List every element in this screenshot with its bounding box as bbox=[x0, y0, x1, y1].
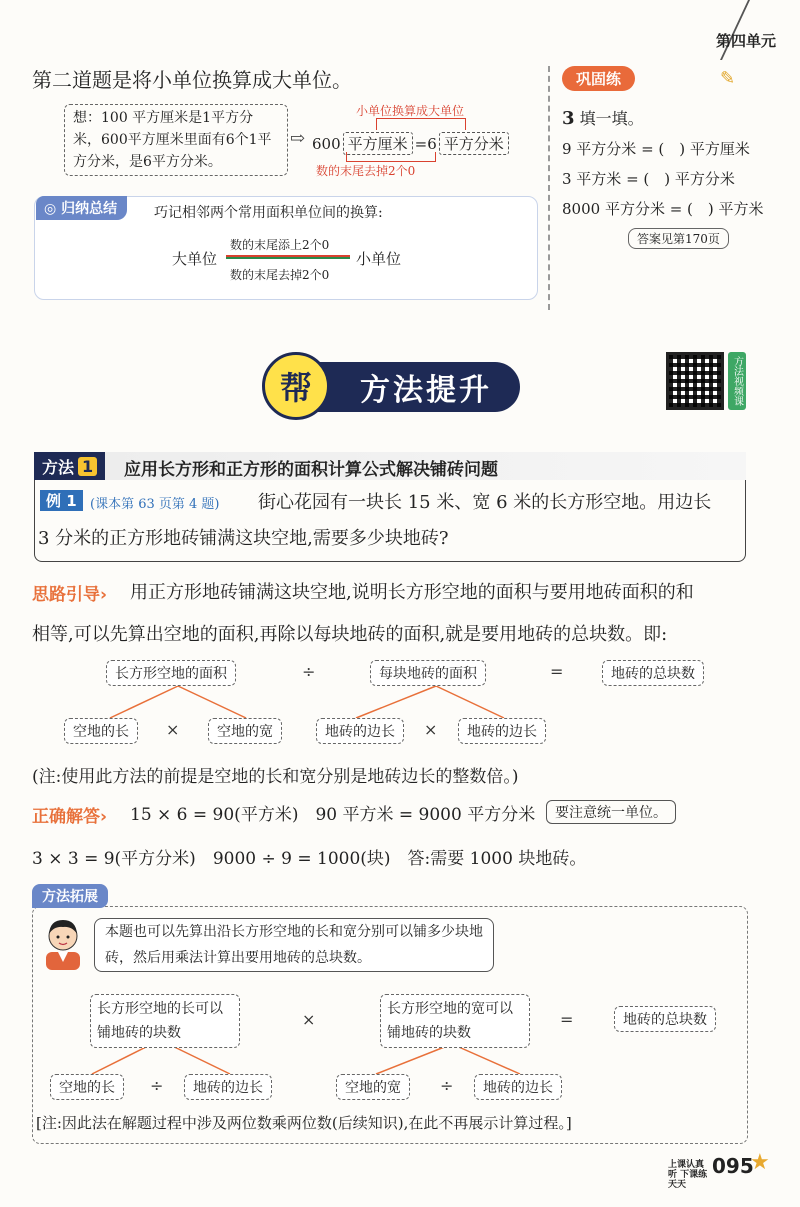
conversion-left-unit: 平方厘米 bbox=[343, 132, 413, 155]
tree-leaf: 空地的宽 bbox=[208, 718, 282, 744]
student-avatar bbox=[40, 914, 86, 970]
answer-text: 3 × 3 = 9(平方分米) 9000 ÷ 9 = 1000(块) 答:需要 1000 块地砖。 bbox=[32, 849, 587, 869]
answer-reference: 答案见第170页 bbox=[628, 228, 729, 249]
unit-label: 第四单元 bbox=[715, 32, 776, 50]
example-tag: 例 1 bbox=[40, 490, 83, 511]
method-tag: 方法 1 bbox=[34, 452, 105, 480]
tree-leaf: 地砖的边长 bbox=[474, 1074, 562, 1100]
rule-down: 数的末尾去掉2个0 bbox=[230, 268, 330, 282]
practice-question: 8000 平方分米 = ( ) 平方米 bbox=[562, 200, 764, 218]
summary-intro: 巧记相邻两个常用面积单位间的换算: bbox=[154, 205, 383, 221]
big-unit: 大单位 bbox=[172, 250, 218, 268]
bracket-bottom bbox=[346, 152, 436, 162]
star-icon: ★ bbox=[750, 1150, 770, 1175]
answer-label: 正确解答› bbox=[32, 807, 108, 827]
extension-note: [注:因此法在解题过程中涉及两位数乘两位数(后续知识),在此不再展示计算过程。] bbox=[36, 1114, 572, 1132]
example-reference: (课本第 63 页第 4 题) bbox=[90, 497, 220, 512]
answer-text: 15 × 6 = 90(平方米) 90 平方米 = 9000 平方分米 bbox=[130, 805, 536, 825]
rule-up: 数的末尾添上2个0 bbox=[230, 238, 330, 252]
bracket-top bbox=[376, 118, 466, 130]
conversion-equals: =6 bbox=[414, 134, 437, 153]
summary-tag: ◎ 归纳总结 bbox=[36, 196, 127, 220]
note-text: (注:使用此方法的前提是空地的长和宽分别是地砖边长的整数倍。) bbox=[32, 767, 519, 787]
operator: = bbox=[550, 662, 564, 681]
operator: × bbox=[302, 1010, 316, 1029]
tree-leaf: 空地的长 bbox=[50, 1074, 124, 1100]
operator: ÷ bbox=[302, 662, 316, 681]
extension-tag: 方法拓展 bbox=[32, 884, 108, 908]
reasoning-text: 相等,可以先算出空地的面积,再除以每块地砖的面积,就是要用地砖的总块数。即: bbox=[32, 624, 668, 645]
think-box: 想：100 平方厘米是1平方分米，600平方厘米里面有6个1平方分米，是6平方分米。 bbox=[64, 104, 288, 176]
banner-badge: 帮 bbox=[262, 352, 330, 420]
small-unit: 小单位 bbox=[356, 250, 402, 268]
qr-label: 方法视频课 bbox=[728, 352, 746, 410]
tree-leaf: 地砖的边长 bbox=[316, 718, 404, 744]
operator: ÷ bbox=[150, 1076, 164, 1095]
conversion-bottom-label: 数的末尾去掉2个0 bbox=[316, 164, 416, 178]
qr-code[interactable] bbox=[666, 352, 724, 410]
tree-node: 地砖的总块数 bbox=[602, 660, 704, 686]
operator: ÷ bbox=[440, 1076, 454, 1095]
speech-bubble: 本题也可以先算出沿长方形空地的长和宽分别可以铺多少块地砖，然后用乘法计算出要用地砖的总块数。 bbox=[94, 918, 494, 972]
tree-node: 长方形空地的宽可以铺地砖的块数 bbox=[380, 994, 530, 1048]
reasoning-text: 用正方形地砖铺满这块空地,说明长方形空地的面积与要用地砖面积的和 bbox=[130, 582, 694, 603]
tree-leaf: 地砖的边长 bbox=[184, 1074, 272, 1100]
footer-label: 上课认真听 下课练天天 bbox=[668, 1160, 708, 1190]
operator: = bbox=[560, 1010, 574, 1029]
intro-text: 第二道题是将小单位换算成大单位。 bbox=[32, 68, 352, 92]
method-title: 应用长方形和正方形的面积计算公式解决铺砖问题 bbox=[124, 460, 498, 480]
operator: × bbox=[166, 720, 180, 739]
conversion-number: 600 bbox=[312, 134, 341, 153]
tree-node: 地砖的总块数 bbox=[614, 1006, 716, 1032]
practice-tag: 巩固练 bbox=[562, 66, 635, 91]
tree-leaf: 空地的长 bbox=[64, 718, 138, 744]
practice-title: 3 填一填。 bbox=[562, 108, 644, 129]
answer-note: 要注意统一单位。 bbox=[546, 800, 676, 824]
banner-title: 方法提升 bbox=[314, 362, 520, 412]
practice-question: 3 平方米 = ( ) 平方分米 bbox=[562, 170, 735, 188]
reasoning-label: 思路引导› bbox=[32, 585, 108, 605]
tree-leaf: 地砖的边长 bbox=[458, 718, 546, 744]
pencil-icon: ✎ bbox=[720, 68, 736, 89]
practice-question: 9 平方分米 = ( ) 平方厘米 bbox=[562, 140, 750, 158]
conversion-right-unit: 平方分米 bbox=[439, 132, 509, 155]
tree-node: 长方形空地的长可以铺地砖的块数 bbox=[90, 994, 240, 1048]
conversion-top-label: 小单位换算成大单位 bbox=[356, 104, 465, 118]
arrow-right-icon: ⇨ bbox=[290, 128, 306, 149]
page-number: 095 bbox=[712, 1154, 754, 1178]
example-text: 街心花园有一块长 15 米、宽 6 米的长方形空地。用边长 bbox=[258, 492, 712, 513]
operator: × bbox=[424, 720, 438, 739]
practice-divider bbox=[548, 66, 550, 310]
tree-node: 长方形空地的面积 bbox=[106, 660, 236, 686]
tree-node: 每块地砖的面积 bbox=[370, 660, 486, 686]
example-text: 3 分米的正方形地砖铺满这块空地,需要多少块地砖? bbox=[38, 528, 449, 549]
tree-leaf: 空地的宽 bbox=[336, 1074, 410, 1100]
double-arrow-icon bbox=[226, 255, 350, 259]
